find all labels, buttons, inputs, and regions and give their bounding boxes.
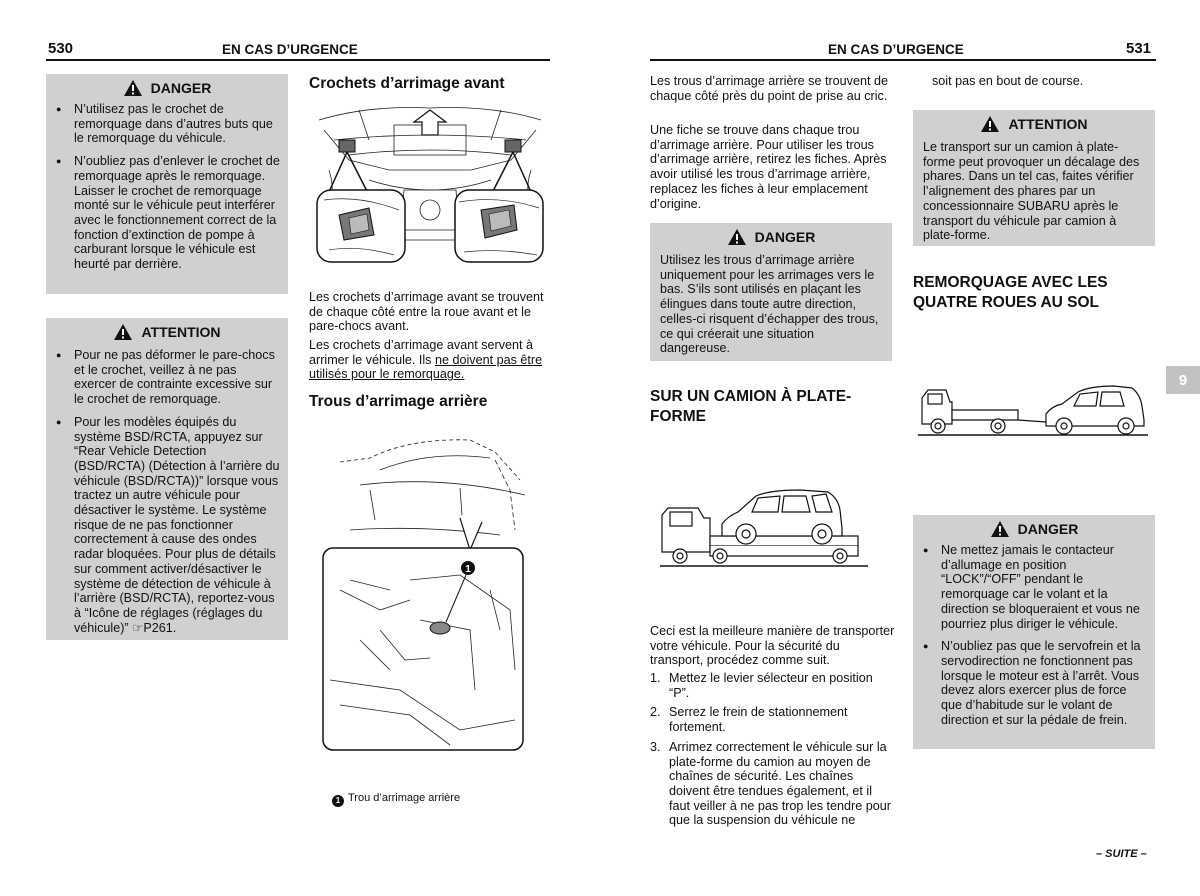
danger-title-text: DANGER <box>754 229 816 245</box>
step-number: 1. <box>650 671 661 685</box>
left-header-rule <box>46 59 550 61</box>
attention-box-title <box>46 320 288 344</box>
warning-triangle-icon <box>990 520 1010 538</box>
right-page-number: 531 <box>1126 40 1152 57</box>
flatbed-step <box>650 740 895 828</box>
flatbed-truck-illustration <box>660 480 870 570</box>
danger-list <box>46 102 288 272</box>
attention-item: ● Pour les modèles équipés du système BSD/RCTA, appuyez sur “Rear Vehicle Detection (BSD/RCTA) (Détection à l’arrière du véhicule (BSD/RCTA))” lorsque vous tractez un autre véhicule pour désactiver le système. Le système risque de ne pas fonctionner correctement à cause des ondes radar bloquées. Pour plus de détails sur comment activer/désactiver le système de détection de véhicule à l’arrière (BSD/RCTA), reportez-vous à “Icône de réglages (réglages du véhicule)” ☞P261. <box>46 415 280 636</box>
rear-holes-caption <box>332 792 460 807</box>
front-hooks-heading: Crochets d’arrimage avant <box>309 75 505 92</box>
front-hooks-para2-underlined: ne doivent pas être utilisés pour le remorquage. <box>309 352 543 382</box>
danger-title-text: DANGER <box>1017 521 1079 537</box>
attention-title-text: ATTENTION <box>1008 116 1088 132</box>
rear-holes-heading: Trous d’arrimage arrière <box>309 393 488 410</box>
front-hook-detail-right <box>455 190 543 262</box>
right-running-head: EN CAS D’URGENCE <box>828 42 964 57</box>
attention-title-text: ATTENTION <box>141 324 221 340</box>
step-text: Mettez le levier sélecteur en position “P”. <box>669 671 873 700</box>
footer-continued: – SUITE – <box>1096 848 1147 860</box>
right-attention-box <box>913 110 1155 246</box>
left-running-head: EN CAS D’URGENCE <box>222 42 358 57</box>
danger-item: ● N’oubliez pas que le servofrein et la servodirection ne fonctionnent pas lorsque le moteur est à l’arrêt. Vous devez alors exercer plus de force que d’habitude sur le volant de direction et sur la pédale de frein. <box>913 639 1147 727</box>
rear-holes-illustration <box>320 430 552 760</box>
danger-box-title <box>46 76 288 100</box>
caption-text: Trou d’arrimage arrière <box>348 792 461 804</box>
warning-triangle-icon <box>123 79 143 97</box>
danger-item: ● Ne mettez jamais le contacteur d’allumage en position “LOCK”/“OFF” pendant le remorquage car le volant et la direction se bloqueraient et vous ne pourriez plus diriger le véhicule. <box>913 543 1147 631</box>
step-text: Serrez le frein de stationnement fortement. <box>669 705 848 735</box>
front-hooks-para2 <box>309 338 553 382</box>
danger-box-title <box>650 225 892 249</box>
danger-title-text: DANGER <box>150 80 212 96</box>
danger-list <box>913 543 1155 727</box>
section-tab: 9 <box>1166 366 1200 394</box>
danger-box-title <box>913 517 1155 541</box>
danger-item: ● N’oubliez pas d’enlever le crochet de remorquage après le remorquage. Laisser le crochet de remorquage monté sur le véhicule peut interférer avec le fonctionnement correct de la fonction d’extinction de pompe à carburant lorsque le véhicule est heurté par derrière. <box>46 154 280 272</box>
step-number: 3. <box>650 739 661 754</box>
warning-triangle-icon <box>727 228 747 246</box>
flat-towing-illustration <box>918 380 1148 440</box>
warning-triangle-icon <box>113 323 133 341</box>
right-header-rule <box>650 59 1156 61</box>
four-wheels-heading: REMORQUAGE AVEC LES QUATRE ROUES AU SOL <box>913 274 1108 311</box>
rear-holes-para1: Les trous d’arrimage arrière se trouvent de chaque côté près du point de prise au cric. <box>650 74 888 103</box>
callout-number: 1 <box>465 564 471 575</box>
attention-item: ● Pour ne pas déformer le pare-chocs et le crochet, veillez à ne pas exercer de contrainte excessive sur le crochet de remorquage. <box>46 348 280 407</box>
front-hooks-illustration <box>309 100 551 270</box>
left-page-number: 530 <box>48 40 74 57</box>
step-number: 2. <box>650 705 661 720</box>
continuation-text: soit pas en bout de course. <box>932 74 1084 88</box>
rear-holes-para2: Une fiche se trouve dans chaque trou d’arrimage arrière. Pour utiliser les trous d’arrimage arrière, retirez les fiches. Après avoir utilisé les trous d’arrimage arrière, replacez les fiches à leur emplacement d’origine. <box>650 123 887 211</box>
warning-triangle-icon <box>980 115 1000 133</box>
flatbed-step <box>650 671 895 700</box>
flatbed-heading: SUR UN CAMION À PLATE-FORME <box>650 388 852 425</box>
right-danger-box-2 <box>913 515 1155 749</box>
danger-box-text: Utilisez les trous d’arrimage arrière uniquement pour les arrimages vers le bas. S’ils sont utilisés en plaçant les élingues dans toute autre direction, celles-ci risquent d’échapper des trous, ce qui créerait une situation dangereuse. <box>660 253 879 356</box>
attention-box-title <box>913 112 1155 136</box>
right-danger-box <box>650 223 892 361</box>
attention-list <box>46 348 288 635</box>
front-hooks-para1: Les crochets d’arrimage avant se trouvent de chaque côté entre la roue avant et le pare-chocs avant. <box>309 290 544 334</box>
left-danger-box <box>46 74 288 294</box>
danger-item: ● N’utilisez pas le crochet de remorquage dans d’autres buts que le remorquage du véhicule. <box>46 102 280 146</box>
front-hook-detail-left <box>317 190 405 262</box>
caption-number: 1 <box>332 795 344 807</box>
attention-box-text: Le transport sur un camion à plate-forme peut provoquer un décalage des phares. Dans un tel cas, faites vérifier l’alignement des phares par un concessionnaire SUBARU après le transport du véhicule par camion à plate-forme. <box>923 140 1140 243</box>
left-attention-box <box>46 318 288 640</box>
step-text: Arrimez correctement le véhicule sur la plate-forme du camion au moyen de chaînes de sécurité. Les chaînes doivent être tendues également, et il faut veiller à ne pas trop les tendre pour que la suspension du véhicule ne <box>669 739 891 828</box>
flatbed-intro: Ceci est la meilleure manière de transporter votre véhicule. Pour la sécurité du transport, procédez comme suit. <box>650 624 895 668</box>
flatbed-steps <box>650 671 895 833</box>
flatbed-step <box>650 705 895 734</box>
front-hooks-para2-start: Les crochets d’arrimage avant servent à arrimer le véhicule. Ils <box>309 338 534 367</box>
